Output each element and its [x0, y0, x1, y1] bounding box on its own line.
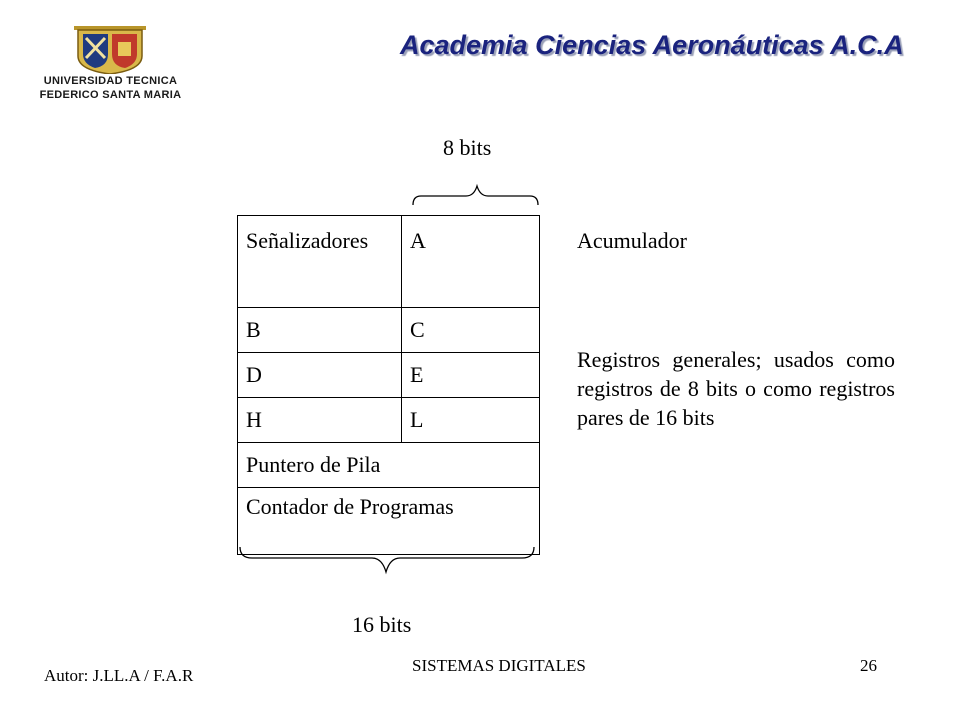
register-row — [238, 488, 540, 555]
footer-page-number: 26 — [860, 656, 877, 675]
register-l: L — [402, 398, 540, 443]
register-b: B — [238, 308, 402, 353]
acumulador-label: Acumulador — [577, 228, 687, 253]
register-flags: Señalizadores — [238, 216, 402, 308]
register-h: H — [238, 398, 402, 443]
university-name-line1: UNIVERSIDAD TECNICA — [43, 75, 178, 87]
general-registers-description: Registros generales; usados como registros de 8 bits o como registros pares de 16 bits — [577, 347, 895, 430]
footer-author: Autor: J.LL.A / F.A.R — [44, 666, 194, 685]
slide-title: Academia Ciencias Aeronáuticas A.C.A — [400, 30, 904, 60]
top-brace — [413, 186, 538, 205]
register-c: C — [402, 308, 540, 353]
register-row — [238, 308, 540, 353]
top-bits-label: 8 bits — [443, 135, 492, 160]
register-row — [238, 216, 540, 308]
register-row — [238, 398, 540, 443]
footer-course: SISTEMAS DIGITALES — [412, 656, 586, 675]
register-e: E — [402, 353, 540, 398]
bottom-bits-label: 16 bits — [352, 612, 412, 637]
register-table — [237, 215, 540, 555]
register-row — [238, 353, 540, 398]
register-stack-pointer: Puntero de Pila — [238, 443, 540, 488]
university-name-line2: FEDERICO SANTA MARIA — [39, 89, 182, 101]
register-d: D — [238, 353, 402, 398]
register-program-counter: Contador de Programas — [238, 488, 540, 555]
register-row — [238, 443, 540, 488]
register-a: A — [402, 216, 540, 308]
